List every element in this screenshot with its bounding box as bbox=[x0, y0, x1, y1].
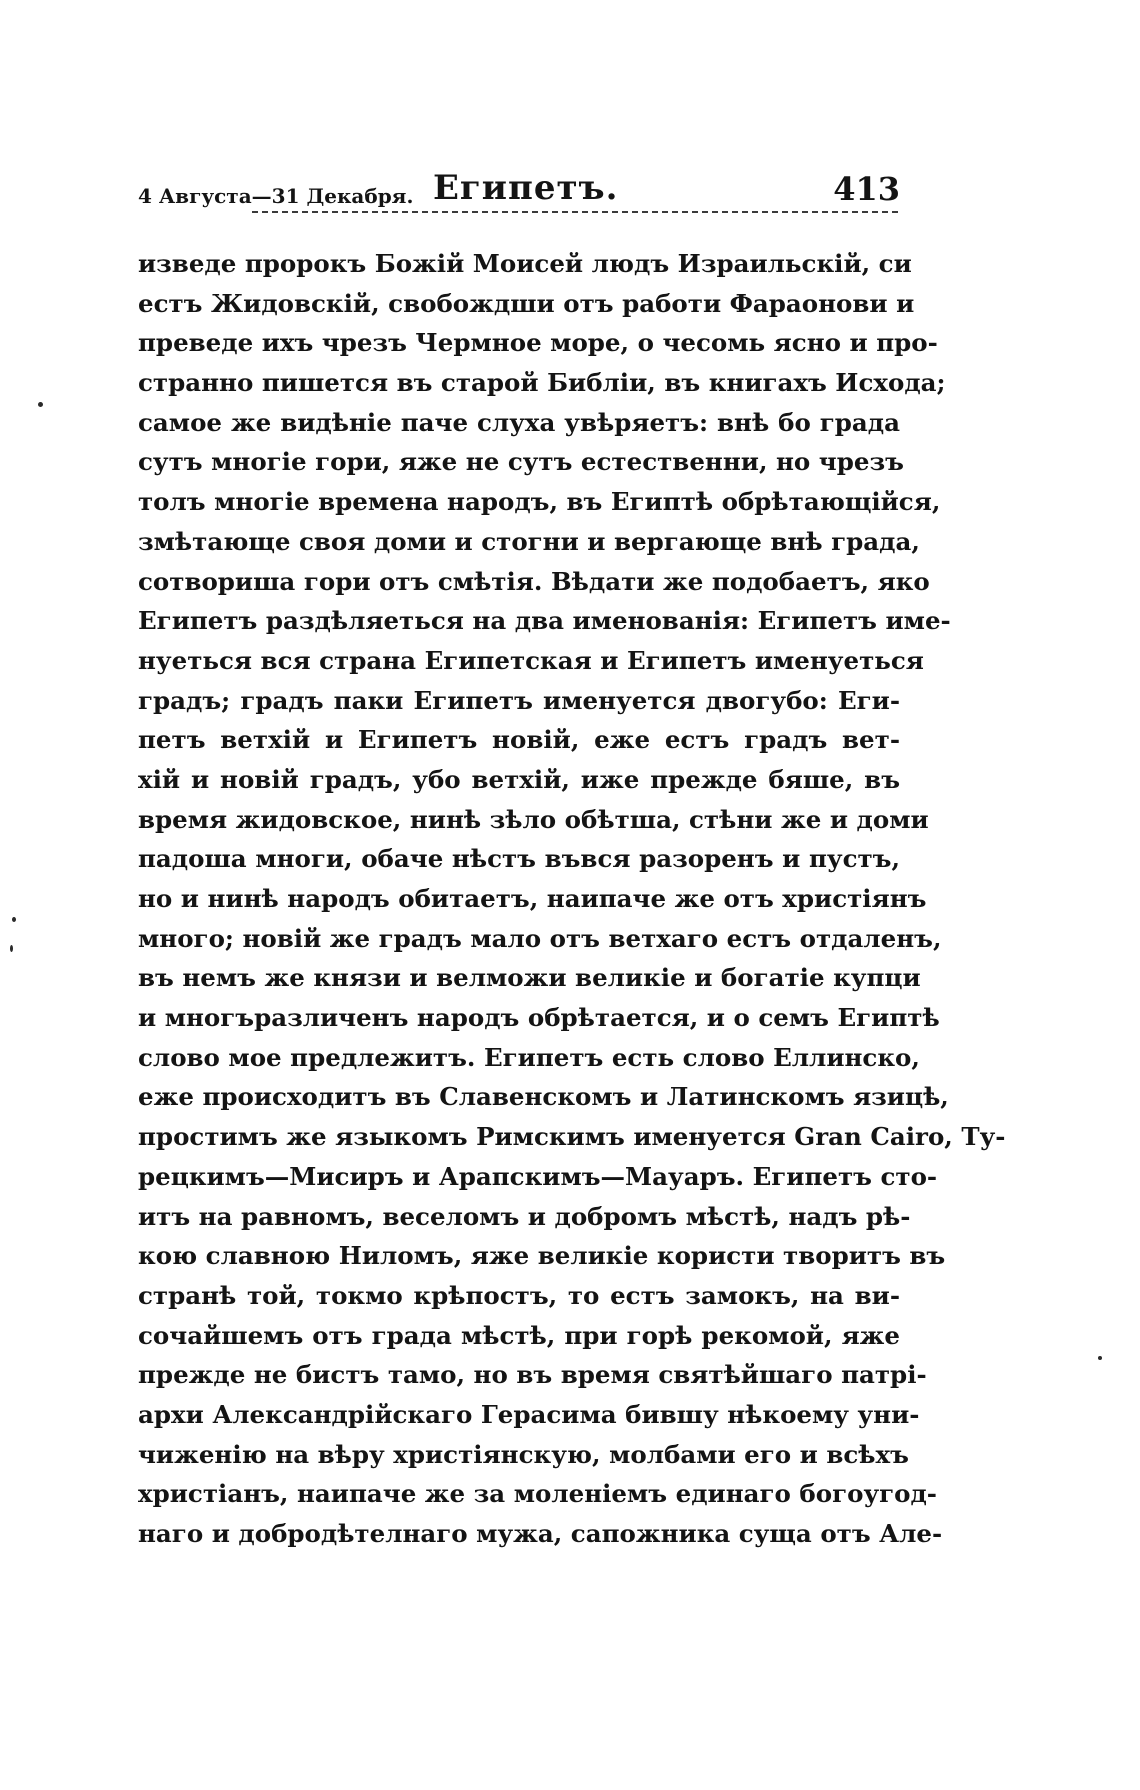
text-line: естъ Жидовскій, свобождши отъ работи Фараонови и bbox=[138, 288, 915, 318]
text-line: хій и новій градъ, убо ветхій, иже прежде бяше, въ bbox=[138, 764, 900, 794]
scan-speck bbox=[1098, 1356, 1102, 1360]
text-line: но и нинѣ народъ обитаетъ, наипаче же отъ христіянъ bbox=[138, 884, 927, 913]
header-rule bbox=[252, 211, 898, 213]
text-line: въ немъ же князи и велможи великіе и богатіе купци bbox=[138, 963, 921, 993]
header-title: Египетъ. bbox=[433, 168, 619, 208]
text-line: слово мое предлежитъ. Египетъ есть слово Еллинско, bbox=[138, 1042, 920, 1072]
text-line: змѣтающе своя доми и стогни и вергающе внѣ града, bbox=[138, 526, 920, 556]
scan-speck bbox=[12, 917, 16, 922]
text-line: падоша многи, обаче нѣстъ въвся разоренъ и пустъ, bbox=[138, 844, 900, 874]
text-line: рецкимъ—Мисиръ и Арапскимъ—Мауаръ. Египетъ сто- bbox=[138, 1161, 938, 1191]
text-line: Египетъ раздѣляеться на два именованія: Египетъ име- bbox=[138, 606, 951, 636]
text-line: еже происходитъ въ Славенскомъ и Латинскомъ язицѣ, bbox=[138, 1082, 949, 1112]
text-line: толъ многіе времена народъ, въ Египтѣ обрѣтающійся, bbox=[138, 487, 941, 517]
text-line: изведе пророкъ Божій Моисей людъ Израильскій, си bbox=[138, 249, 912, 278]
text-line: странѣ той, токмо крѣпостъ, то естъ замокъ, на ви- bbox=[138, 1280, 900, 1310]
text-line: чиженію на вѣру христіянскую, молбами его и всѣхъ bbox=[138, 1439, 909, 1469]
body-text bbox=[138, 244, 1006, 1554]
text-line: странно пишется въ старой Библіи, въ книгахъ Исхода; bbox=[138, 368, 946, 398]
text-line: наго и добродѣтелнаго мужа, сапожника суща отъ Але- bbox=[138, 1519, 943, 1548]
page-number: 413 bbox=[833, 170, 900, 208]
text-line: христіанъ, наипаче же за моленіемъ единаго богоугод- bbox=[138, 1479, 937, 1509]
scan-speck bbox=[38, 402, 43, 407]
text-line: время жидовское, нинѣ зѣло обѣтша, стѣни же и доми bbox=[138, 804, 929, 834]
text-line: прежде не бистъ тамо, но въ время святѣйшаго патрі- bbox=[138, 1360, 927, 1390]
text-line: простимъ же языкомъ Римскимъ именуется Gran Cairo, Ту- bbox=[138, 1122, 1006, 1152]
text-line: сочайшемъ отъ града мѣстѣ, при горѣ рекомой, яже bbox=[138, 1320, 900, 1350]
text-line: кою славною Ниломъ, яже великіе користи творитъ въ bbox=[138, 1241, 946, 1271]
text-line: нуеться вся страна Египетская и Египетъ именуеться bbox=[138, 645, 924, 675]
running-header bbox=[138, 168, 900, 212]
text-line: сотвориша гори отъ смѣтія. Вѣдати же подобаетъ, яко bbox=[138, 566, 930, 596]
text-line: итъ на равномъ, веселомъ и добромъ мѣстѣ, надъ рѣ- bbox=[138, 1201, 911, 1231]
header-dates: 4 Августа—31 Декабря. bbox=[138, 184, 414, 208]
scan-speck bbox=[10, 945, 13, 952]
text-line: много; новій же градъ мало отъ ветхаго естъ отдаленъ, bbox=[138, 923, 942, 953]
text-line: и многъразличенъ народъ обрѣтается, и о семъ Египтѣ bbox=[138, 1003, 940, 1033]
text-line: архи Александрійскаго Герасима бившу нѣкоему уни- bbox=[138, 1399, 920, 1429]
text-line: сутъ многіе гори, яже не сутъ естественни, но чрезъ bbox=[138, 447, 904, 477]
text-line: преведе ихъ чрезъ Чермное море, о чесомь ясно и про- bbox=[138, 328, 938, 358]
text-line: самое же видѣніе паче слуха увѣряетъ: внѣ бо града bbox=[138, 407, 900, 437]
text-line: петъ ветхій и Египетъ новій, еже естъ градъ вет- bbox=[138, 725, 900, 755]
text-line: градъ; градъ паки Египетъ именуется двогубо: Еги- bbox=[138, 685, 900, 715]
